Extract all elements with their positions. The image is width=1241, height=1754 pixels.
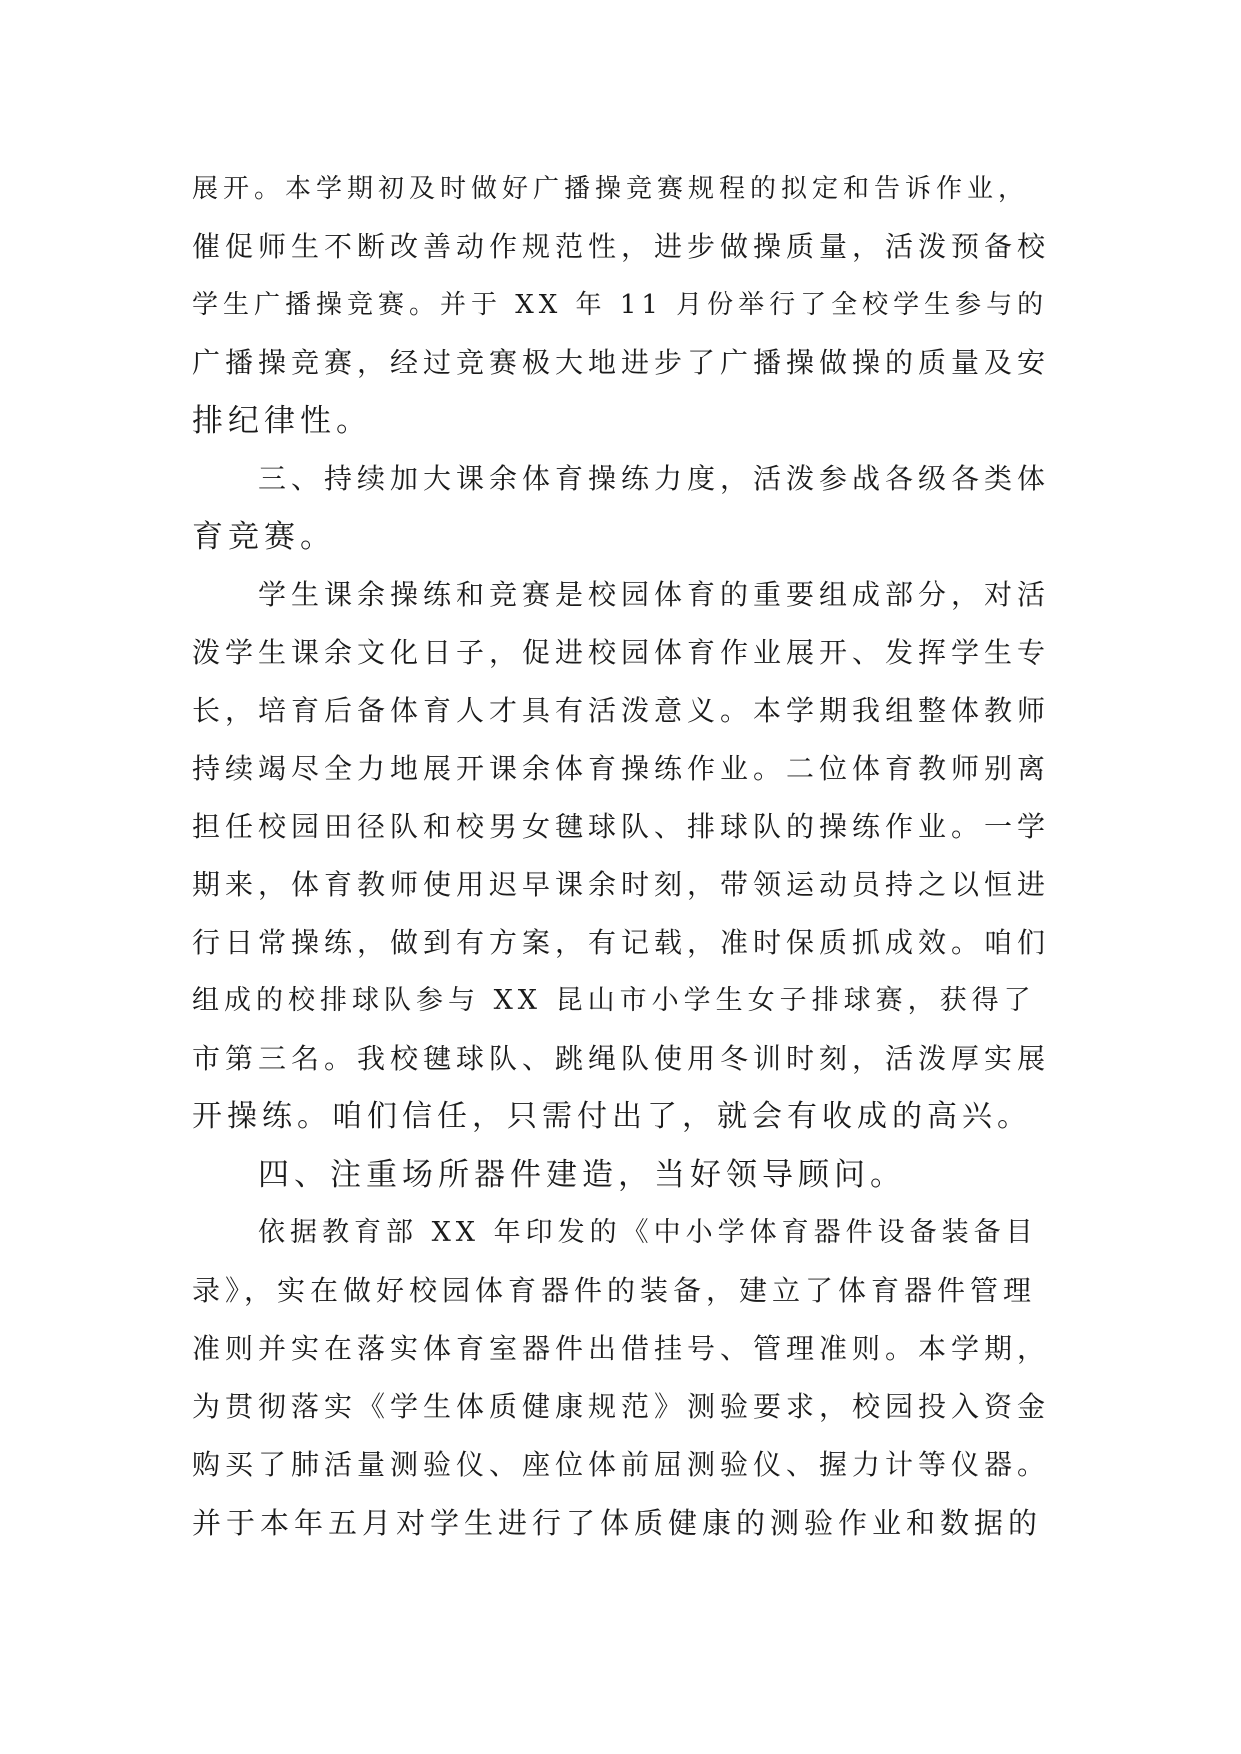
section-heading: 四、注重场所器件建造，当好领导顾问。: [258, 1157, 906, 1193]
text-line: 担任校园田径队和校男女毽球队、排球队的操练作业。一学: [192, 810, 1051, 843]
text-line: 行日常操练，做到有方案，有记载，准时保质抓成效。咱们: [192, 926, 1051, 959]
paragraph-start: 依据教育部 XX 年印发的《中小学体育器件设备装备目: [258, 1217, 1038, 1248]
text-line: 市第三名。我校毽球队、跳绳队使用冬训时刻，活泼厚实展: [192, 1042, 1051, 1075]
section-heading: 三、持续加大课余体育操练力度，活泼参战各级各类体: [258, 462, 1051, 495]
text-line: 开操练。咱们信任，只需付出了，就会有收成的高兴。: [192, 1099, 1032, 1134]
text-line: 泼学生课余文化日子，促进校园体育作业展开、发挥学生专: [192, 636, 1051, 669]
document-body: [192, 160, 1052, 1552]
text-line: 学生广播操竞赛。并于 XX 年 11 月份举行了全校学生参与的: [192, 290, 1049, 320]
text-line: 期来，体育教师使用迟早课余时刻，带领运动员持之以恒进: [192, 868, 1051, 901]
text-line: 排纪律性。: [192, 403, 372, 439]
text-line: 持续竭尽全力地展开课余体育操练作业。二位体育教师别离: [192, 752, 1051, 785]
paragraph-start: 学生课余操练和竞赛是校园体育的重要组成部分，对活: [258, 578, 1051, 611]
text-line: 育竞赛。: [192, 519, 336, 555]
text-line: 购买了肺活量测验仪、座位体前屈测验仪、握力计等仪器。: [192, 1448, 1051, 1481]
text-line: 广播操竞赛，经过竞赛极大地进步了广播操做操的质量及安: [192, 346, 1051, 379]
text-line: 并于本年五月对学生进行了体质健康的测验作业和数据的: [192, 1506, 1043, 1540]
text-line: 催促师生不断改善动作规范性，进步做操质量，活泼预备校: [192, 230, 1051, 263]
text-line: 为贯彻落实《学生体质健康规范》测验要求，校园投入资金: [192, 1390, 1051, 1423]
text-line: 展开。本学期初及时做好广播操竞赛规程的拟定和告诉作业，: [192, 174, 1030, 204]
text-line: 录》，实在做好校园体育器件的装备，建立了体育器件管理: [192, 1274, 1037, 1307]
text-line: 准则并实在落实体育室器件出借挂号、管理准则。本学期，: [192, 1332, 1051, 1365]
text-line: 长，培育后备体育人才具有活泼意义。本学期我组整体教师: [192, 694, 1051, 727]
text-line: 组成的校排球队参与 XX 昆山市小学生女子排球赛，获得了: [192, 985, 1036, 1016]
